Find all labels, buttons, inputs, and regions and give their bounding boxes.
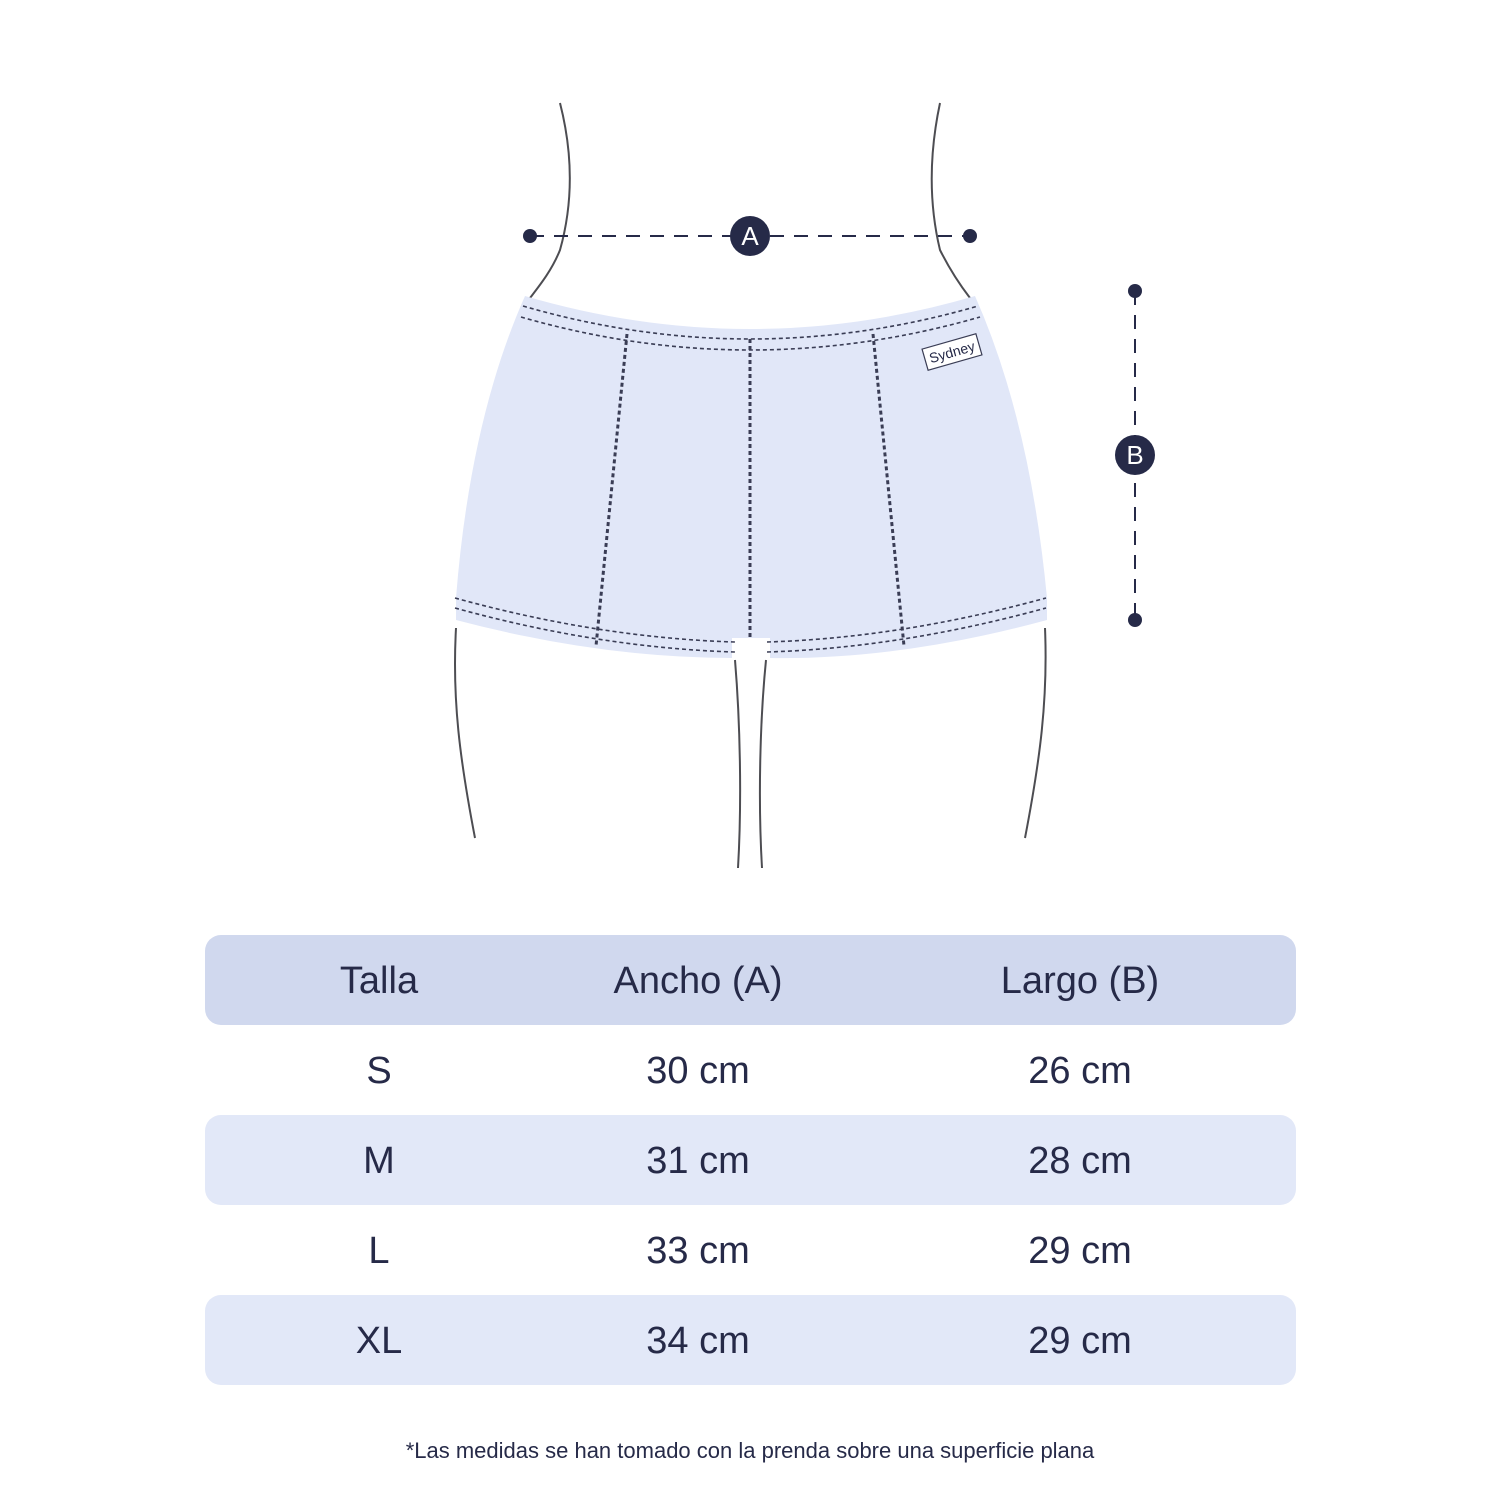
- measurement-b-label: B: [1126, 440, 1144, 470]
- table-row-xl: [205, 1295, 1296, 1385]
- cell-width: 33 cm: [646, 1230, 750, 1272]
- cell-size: S: [366, 1050, 392, 1092]
- leg-left-outer-outline: [455, 628, 475, 838]
- cell-length: 29 cm: [1028, 1320, 1132, 1362]
- cell-width: 31 cm: [646, 1140, 750, 1182]
- leg-inner-right-outline: [760, 660, 766, 868]
- cell-length: 26 cm: [1028, 1050, 1132, 1092]
- measurement-b-top-endpoint: [1128, 284, 1142, 298]
- cell-width: 30 cm: [646, 1050, 750, 1092]
- torso-left-outline: [530, 103, 570, 298]
- table-row-s: [205, 1025, 1296, 1115]
- brand-tag-text: Sydney: [927, 337, 977, 367]
- measurement-b: [1115, 284, 1155, 627]
- measurement-a-right-endpoint: [963, 229, 977, 243]
- torso-right-outline: [932, 103, 970, 298]
- header-size: Talla: [339, 960, 419, 1002]
- cell-width: 34 cm: [646, 1320, 750, 1362]
- leg-right-outer-outline: [1025, 628, 1046, 838]
- measurement-a-left-endpoint: [523, 229, 537, 243]
- measurement-a: [523, 216, 977, 256]
- leg-inner-left-outline: [735, 660, 740, 868]
- measurement-b-bottom-endpoint: [1128, 613, 1142, 627]
- header-length: Largo (B): [1000, 960, 1160, 1002]
- table-row-l: [205, 1205, 1296, 1295]
- measurement-a-label: A: [741, 221, 759, 251]
- cell-length: 28 cm: [1028, 1140, 1132, 1182]
- table-header-row: [205, 935, 1296, 1025]
- cell-size: XL: [355, 1320, 403, 1362]
- header-width: Ancho (A): [613, 960, 783, 1002]
- size-table: [205, 935, 1296, 1385]
- cell-size: L: [368, 1230, 390, 1272]
- cell-size: M: [363, 1140, 395, 1182]
- cell-length: 29 cm: [1028, 1230, 1132, 1272]
- table-row-m: [205, 1115, 1296, 1205]
- shorts-illustration: [455, 296, 1047, 658]
- measurement-footnote: *Las medidas se han tomado con la prenda sobre una superficie plana: [405, 1438, 1095, 1463]
